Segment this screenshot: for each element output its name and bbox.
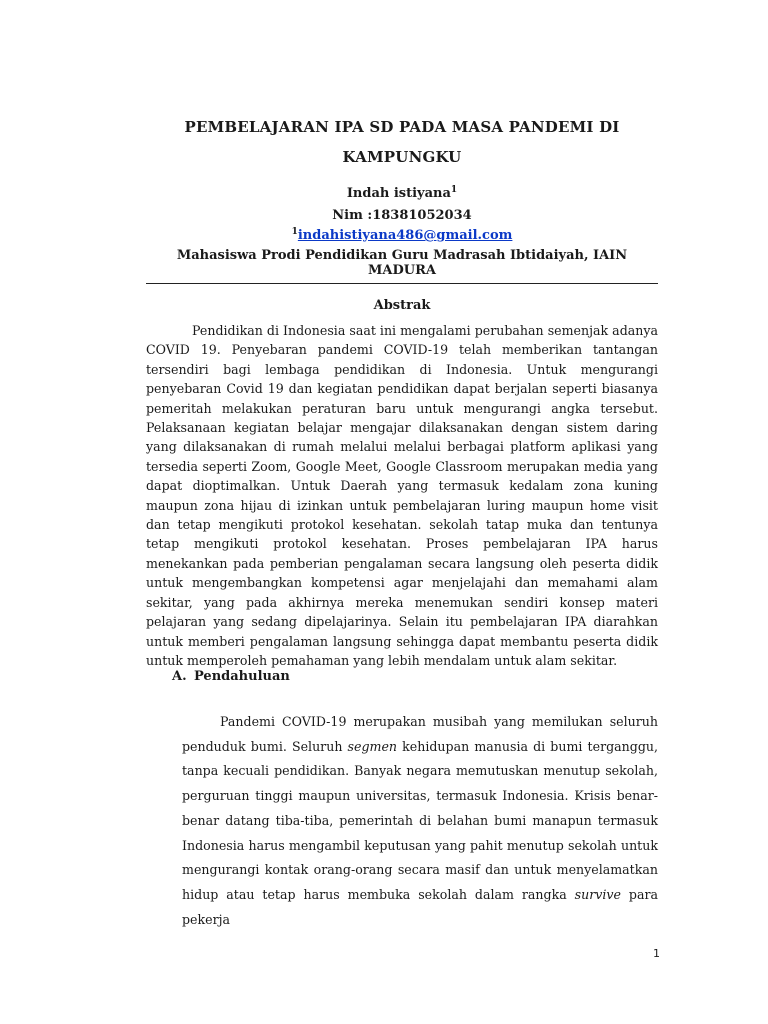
abstract-paragraph: Pendidikan di Indonesia saat ini mengalami perubahan semenjak adanya COVID 19. Penyebaran pandemi COVID-19 telah memberikan tantangan tersendiri bagi lembaga pendidikan di Indonesia. Untuk mengurangi penyebaran Covid 19 dan kegiatan pendidikan dapat berjalan seperti biasanya pemeritah melakukan peraturan baru untuk mengurangi angka tersebut. Pelaksanaan kegiatan belajar mengajar dilaksanakan dengan sistem daring yang dilaksanakan di rumah melalui melalui berbagai platform aplikasi yang tersedia seperti Zoom, Google Meet, Google Classroom merupakan media yang dapat dioptimalkan. Untuk Daerah yang termasuk kedalam zona kuning maupun zona hijau di izinkan untuk pembelajaran luring maupun home visit dan tetap mengikuti protokol kesehatan. sekolah tatap muka dan tentunya tetap mengikuti protokol kesehatan. Proses pembelajaran IPA harus menekankan pada pemberian pengalaman secara langsung oleh peserta didik untuk mengembangkan kompetensi agar menjelajahi dan memahami alam sekitar, yang pada akhirnya mereka menemukan sendiri konsep materi pelajaran yang sedang dipelajarinya. Selain itu pembelajaran IPA diarahkan untuk memberi pengalaman langsung sehingga dapat membantu peserta didik untuk memperoleh pemahaman yang lebih mendalam untuk alam sekitar. xyxy=(146,323,658,668)
title-line-2: KAMPUNGKU xyxy=(342,148,462,166)
email-superscript: 1 xyxy=(291,227,298,237)
section-title: Pendahuluan xyxy=(194,669,290,684)
intro-italic-survive: survive xyxy=(574,886,621,902)
author-affiliation: Mahasiswa Prodi Pendidikan Guru Madrasah Ibtidaiyah, IAIN MADURA xyxy=(176,248,628,278)
section-heading xyxy=(172,669,290,684)
introduction-paragraph xyxy=(182,710,658,932)
email-link[interactable]: indahistiyana486@gmail.com xyxy=(297,228,513,243)
page-number: 1 xyxy=(653,947,660,960)
author-name: Indah istiyana xyxy=(346,186,451,201)
author-line xyxy=(146,186,658,201)
student-id: Nim :18381052034 xyxy=(332,208,472,223)
abstract-heading: Abstrak xyxy=(373,298,431,313)
intro-text-1: Pandemi COVID-19 merupakan musibah yang memilukan seluruh penduduk bumi. Seluruh xyxy=(182,714,658,754)
horizontal-rule xyxy=(146,283,658,284)
section-letter: A. xyxy=(172,669,187,684)
email-line xyxy=(146,228,658,243)
author-superscript: 1 xyxy=(450,185,458,195)
intro-italic-segmen: segmen xyxy=(347,738,398,754)
title-line-1: PEMBELAJARAN IPA SD PADA MASA PANDEMI DI xyxy=(184,118,620,136)
intro-text-2: kehidupan manusia di bumi terganggu, tanpa kecuali pendidikan. Banyak negara memutuskan menutup sekolah, perguruan tinggi maupun universitas, termasuk Indonesia. Krisis benar-benar datang tiba-tiba, pemerintah di belahan bumi manapun termasuk Indonesia harus mengambil keputusan yang pahit menutup sekolah untuk mengurangi kontak orang-orang secara masif dan untuk menyelamatkan hidup atau tetap harus membuka sekolah dalam rangka xyxy=(182,738,659,902)
intro-text-3: para pekerja xyxy=(182,886,658,927)
